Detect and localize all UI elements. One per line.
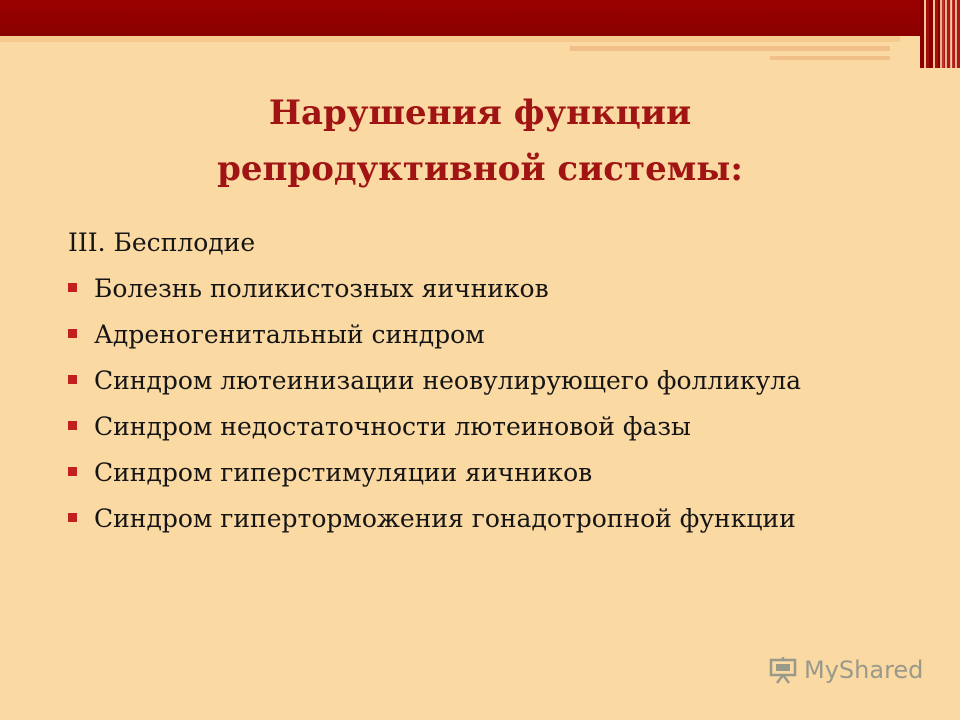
watermark-text-my: My [804, 656, 839, 684]
square-bullet-icon [68, 375, 77, 384]
list-item-text: Синдром гиперторможения гонадотропной функции [94, 504, 796, 533]
banner-accent-line [570, 46, 890, 51]
list-item [68, 404, 908, 450]
square-bullet-icon [68, 421, 77, 430]
slide-title [120, 85, 840, 197]
list-item [68, 266, 908, 312]
list-item [68, 358, 824, 404]
list-item-text: Болезнь поликистозных яичников [94, 274, 549, 303]
list-item [68, 312, 908, 358]
watermark-text-shared: Shared [838, 656, 924, 684]
list-item-text: Синдром лютеинизации неовулирующего фолликула [94, 366, 802, 395]
square-bullet-icon [68, 329, 77, 338]
square-bullet-icon [68, 467, 77, 476]
list-item-text: Адреногенитальный синдром [94, 320, 485, 349]
title-line: репродуктивной системы: [217, 149, 743, 189]
title-line: Нарушения функции [268, 93, 692, 133]
banner-accent-strip [0, 36, 900, 42]
watermark-text [804, 656, 923, 684]
intro-heading: III. Бесплодие [68, 228, 256, 257]
banner-accent-line [770, 56, 890, 60]
myshared-watermark [768, 655, 923, 685]
top-banner [0, 0, 960, 36]
list-item [68, 450, 908, 496]
square-bullet-icon [68, 283, 77, 292]
banner-right-ornament [940, 0, 960, 68]
list-item-text: Синдром гиперстимуляции яичников [94, 458, 593, 487]
square-bullet-icon [68, 513, 77, 522]
list-item-text: Синдром недостаточности лютеиновой фазы [94, 412, 691, 441]
list-item [68, 496, 864, 542]
presentation-board-icon [768, 655, 798, 685]
slide-body [68, 220, 908, 542]
